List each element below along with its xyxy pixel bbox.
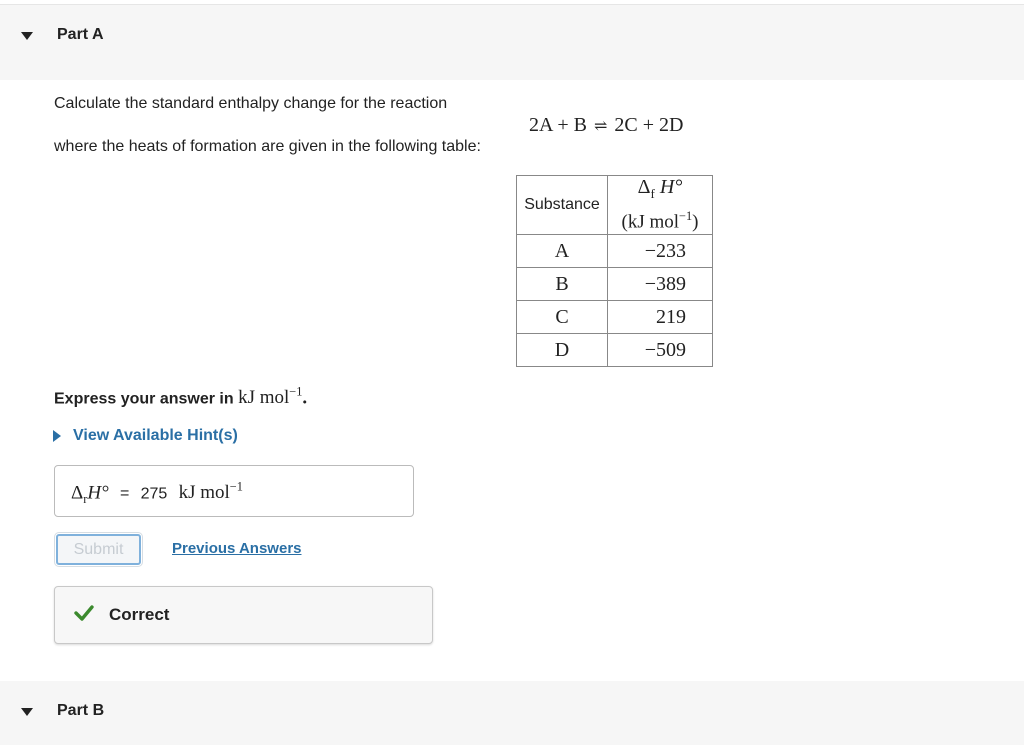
part-b-title: Part B xyxy=(57,702,105,719)
reaction-equation xyxy=(529,114,683,137)
question-text-line1: Calculate the standard enthalpy change for the reaction xyxy=(54,95,448,112)
answer-input-box[interactable] xyxy=(54,465,414,517)
collapse-caret-icon[interactable] xyxy=(21,32,33,40)
header-substance: Substance xyxy=(517,176,608,235)
express-suffix: . xyxy=(302,387,308,409)
part-b-header[interactable] xyxy=(0,681,1024,745)
express-prefix: Express your answer in xyxy=(54,390,239,408)
answer-expression xyxy=(71,480,243,507)
view-hints-link[interactable] xyxy=(53,427,238,445)
value-cell: −509 xyxy=(608,334,713,367)
answer-unit-text: kJ mol xyxy=(178,482,230,504)
answer-h: H° xyxy=(87,482,109,504)
collapse-caret-icon[interactable] xyxy=(21,708,33,716)
previous-answers-link[interactable]: Previous Answers xyxy=(172,540,302,557)
equilibrium-arrow-icon: ⇌ xyxy=(593,118,608,135)
substance-cell: C xyxy=(517,301,608,334)
sub-f: f xyxy=(650,186,655,202)
reaction-reactants: 2A + B xyxy=(529,114,587,136)
substance-cell: D xyxy=(517,334,608,367)
express-unit-sup: −1 xyxy=(289,385,303,399)
expand-arrow-icon xyxy=(53,430,61,442)
answer-unit xyxy=(179,482,243,503)
correct-feedback-box xyxy=(54,586,433,644)
answer-sub-r: r xyxy=(83,492,88,507)
table-header-row xyxy=(517,176,713,235)
heats-of-formation-table xyxy=(516,175,713,367)
delta-symbol: Δ xyxy=(637,176,651,199)
correct-label: Correct xyxy=(109,605,170,624)
part-a-header[interactable] xyxy=(0,5,1024,80)
substance-cell: A xyxy=(517,235,608,268)
value-cell: 219 xyxy=(608,301,713,334)
answer-unit-sup: −1 xyxy=(229,480,243,494)
reaction-products: 2C + 2D xyxy=(614,114,684,136)
table-row xyxy=(517,268,713,301)
table-row xyxy=(517,334,713,367)
substance-cell: B xyxy=(517,268,608,301)
h-standard: H° xyxy=(659,176,683,199)
hint-label: View Available Hint(s) xyxy=(73,427,238,444)
answer-equals: = xyxy=(119,485,130,503)
value-cell: −233 xyxy=(608,235,713,268)
units-post: ) xyxy=(692,211,699,233)
submit-button[interactable]: Submit xyxy=(56,534,141,565)
express-unit-text: kJ mol xyxy=(238,387,290,409)
checkmark-icon xyxy=(74,604,94,622)
table-row xyxy=(517,235,713,268)
table-row xyxy=(517,301,713,334)
units-sup: −1 xyxy=(679,209,693,224)
value-cell: −389 xyxy=(608,268,713,301)
question-text-line2: where the heats of formation are given in the following table: xyxy=(54,138,481,155)
express-instruction xyxy=(54,385,307,409)
answer-value[interactable]: 275 xyxy=(140,485,168,503)
answer-delta: Δ xyxy=(71,482,84,504)
units-pre: (kJ mol xyxy=(621,211,680,233)
header-enthalpy xyxy=(608,176,713,235)
express-unit xyxy=(238,387,302,408)
part-a-title: Part A xyxy=(57,26,104,43)
